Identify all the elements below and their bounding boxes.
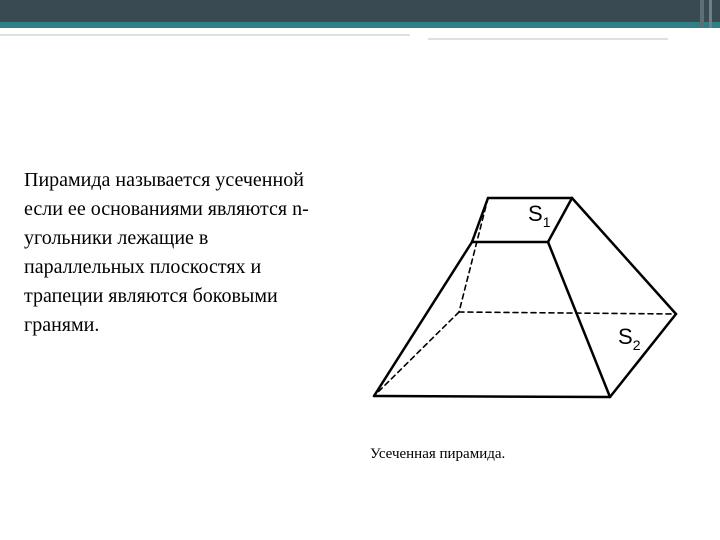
- truncated-pyramid-diagram: [360, 188, 690, 410]
- label-s2: $S_2$: [618, 324, 641, 353]
- top-edge-right: [548, 198, 572, 242]
- header-edge-stripe: [700, 0, 704, 28]
- header-accent-band: [0, 22, 720, 28]
- diagram-caption: Усеченная пирамида.: [370, 446, 506, 462]
- lateral-edge-right: [572, 198, 676, 314]
- hidden-bottom-edge-left: [374, 312, 459, 396]
- hidden-bottom-edge-back: [459, 312, 676, 314]
- header-divider-left: [0, 34, 410, 36]
- header-edge-stripe-2: [709, 0, 712, 28]
- header-divider-right: [428, 38, 668, 40]
- bottom-edge-front: [374, 396, 610, 397]
- label-s1: $S_1$: [528, 201, 551, 230]
- lateral-edge-front-right: [548, 242, 610, 397]
- lateral-edge-left: [374, 242, 472, 396]
- header-dark-band: [0, 0, 720, 22]
- slide-body-text: Пирамида называется усеченной если ее основаниями являются n-угольники лежащие в параллельных плоскостях и трапеции являются боковыми гранями.: [24, 169, 309, 336]
- top-edge-left: [472, 198, 488, 242]
- slide-header-bar: [0, 0, 720, 28]
